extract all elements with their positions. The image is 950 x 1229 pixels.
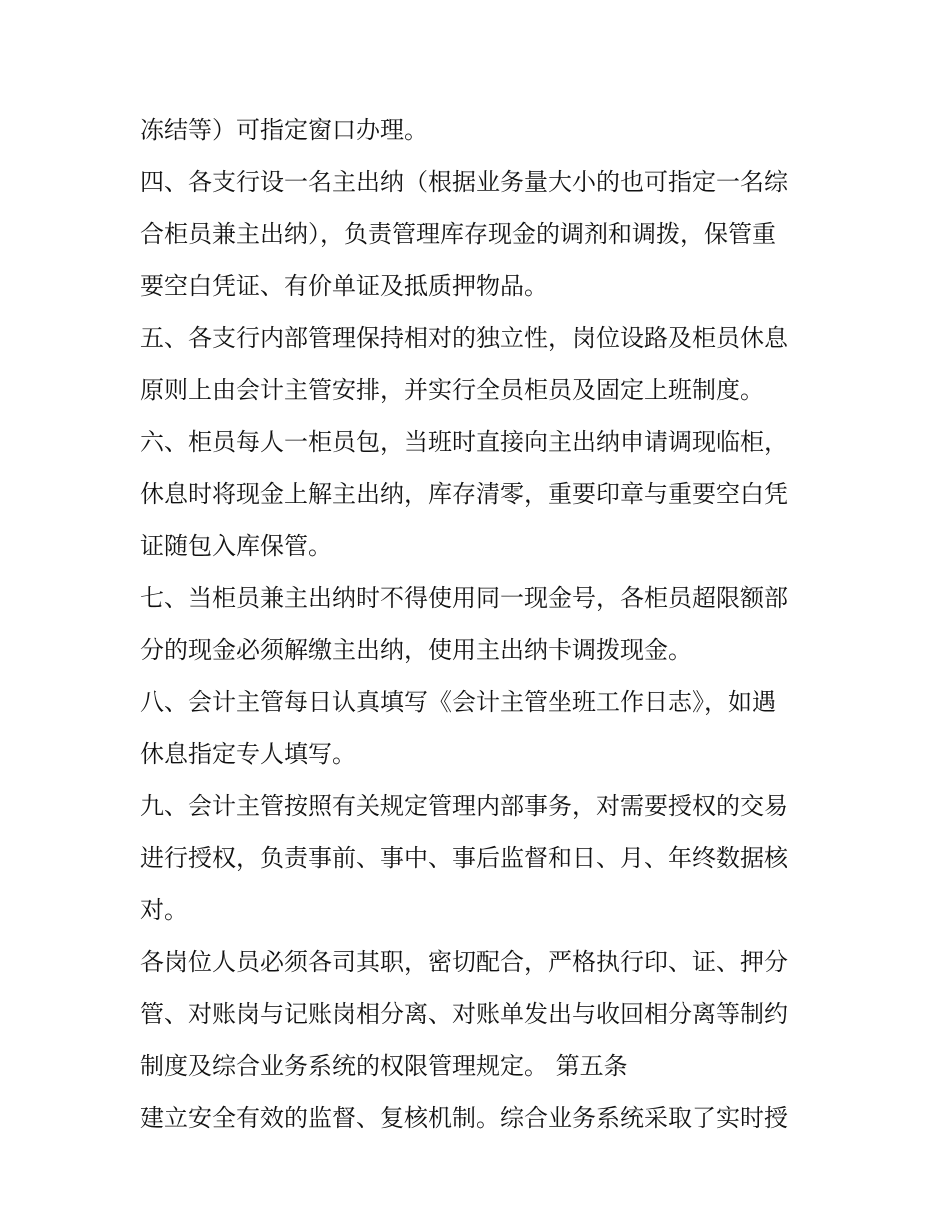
text-line: 休息指定专人填写。 [140, 740, 356, 768]
text-line: 管、对账岗与记账岗相分离、对账单发出与收回相分离等制约 [140, 1000, 788, 1028]
text-line: 分的现金必须解缴主出纳，使用主出纳卡调拨现金。 [140, 636, 692, 664]
text-line: 各岗位人员必须各司其职，密切配合，严格执行印、证、押分 [140, 948, 788, 976]
text-line: 证随包入库保管。 [140, 532, 332, 560]
text-line: 合柜员兼主出纳），负责管理库存现金的调剂和调拨，保管重 [140, 220, 776, 248]
text-line: 八、会计主管每日认真填写《会计主管坐班工作日志》，如遇 [140, 688, 776, 716]
text-line: 六、柜员每人一柜员包，当班时直接向主出纳申请调现临柜， [140, 428, 788, 456]
text-line: 四、各支行设一名主出纳（根据业务量大小的也可指定一名综 [140, 168, 788, 196]
text-line: 九、会计主管按照有关规定管理内部事务，对需要授权的交易 [140, 792, 788, 820]
document-body [140, 104, 812, 1144]
text-line: 对。 [140, 896, 188, 924]
text-line: 七、当柜员兼主出纳时不得使用同一现金号，各柜员超限额部 [140, 584, 788, 612]
text-line: 进行授权，负责事前、事中、事后监督和日、月、年终数据核 [140, 844, 788, 872]
text-line: 制度及综合业务系统的权限管理规定。 第五条 [140, 1052, 628, 1080]
text-line: 原则上由会计主管安排，并实行全员柜员及固定上班制度。 [140, 376, 764, 404]
text-line: 休息时将现金上解主出纳，库存清零，重要印章与重要空白凭 [140, 480, 788, 508]
text-line: 要空白凭证、有价单证及抵质押物品。 [140, 272, 548, 300]
text-line: 建立安全有效的监督、复核机制。综合业务系统采取了实时授 [140, 1104, 788, 1132]
text-line: 冻结等）可指定窗口办理。 [140, 116, 428, 144]
text-line: 五、各支行内部管理保持相对的独立性，岗位设路及柜员休息 [140, 324, 788, 352]
